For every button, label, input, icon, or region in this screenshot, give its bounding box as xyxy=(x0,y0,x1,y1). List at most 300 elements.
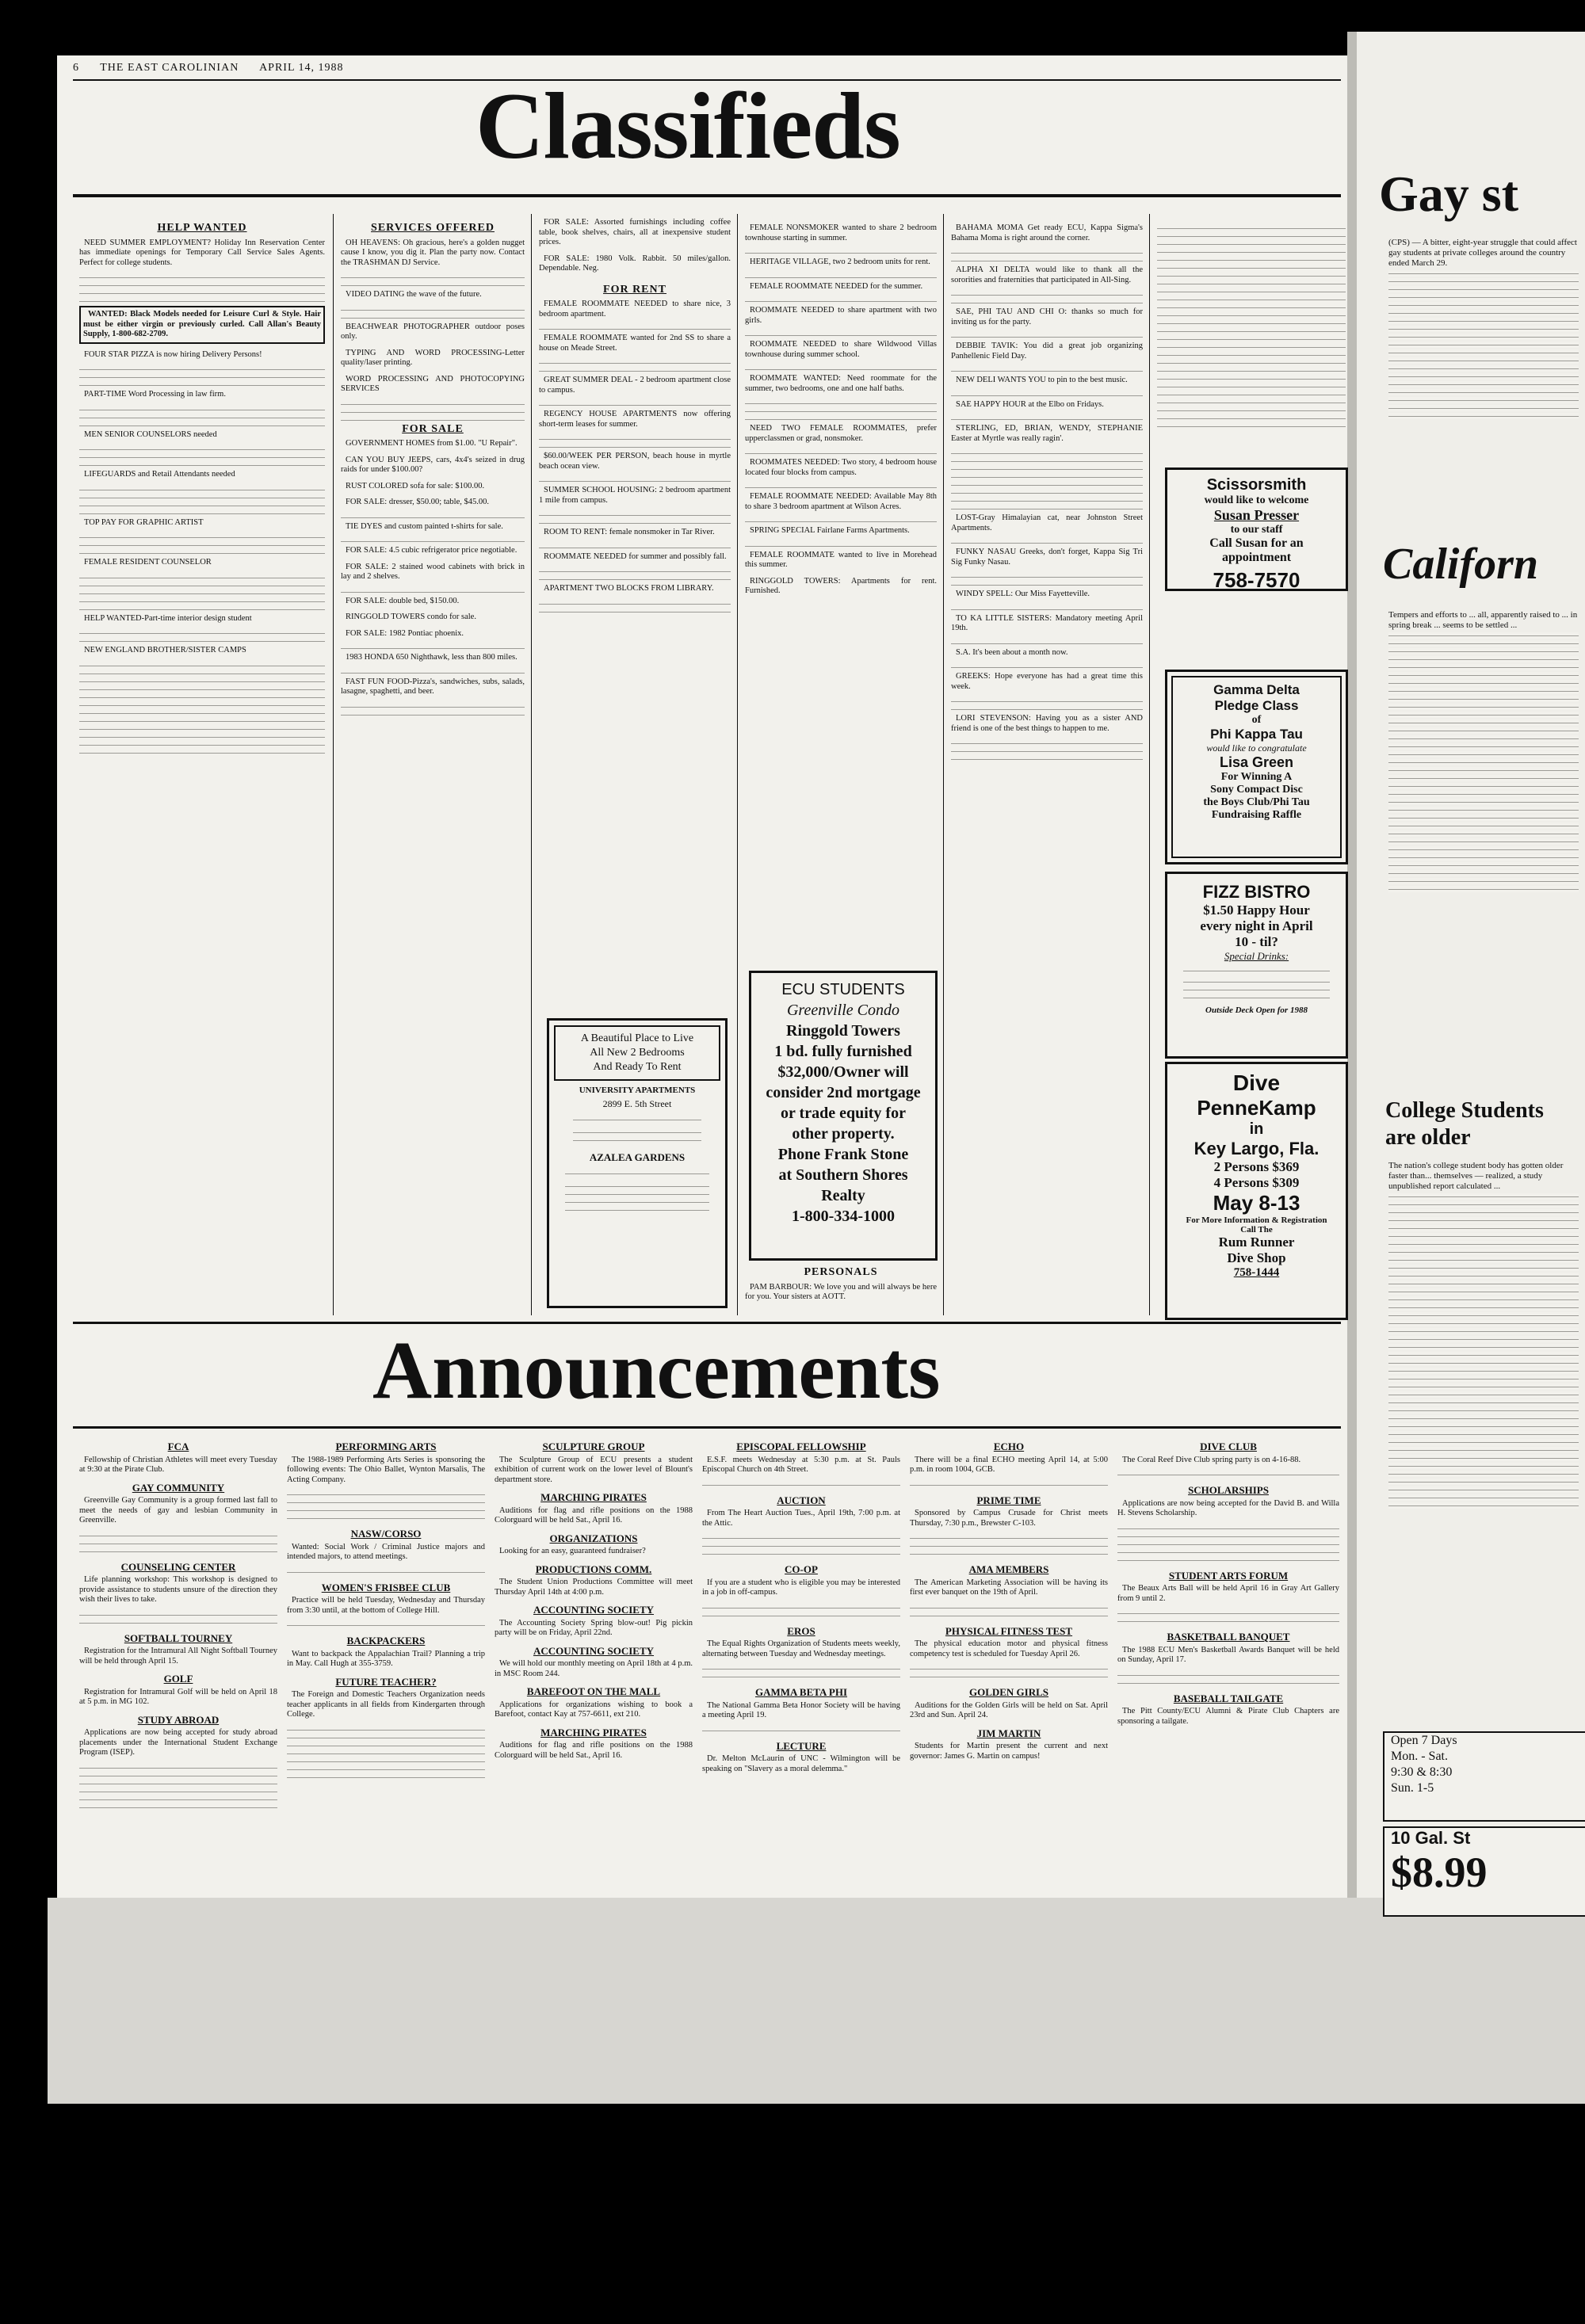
text-filler xyxy=(79,678,325,685)
text-filler xyxy=(1157,320,1346,326)
text-filler xyxy=(1157,376,1346,382)
classified-ad: TIE DYES and custom painted t-shirts for sale. xyxy=(346,521,503,531)
text-filler xyxy=(951,606,1143,612)
right-article-2 xyxy=(1388,610,1579,1086)
text-filler xyxy=(1157,360,1346,366)
text-filler xyxy=(79,550,325,556)
classified-ad: GREAT SUMMER DEAL - 2 bedroom apartment close to campus. xyxy=(539,376,731,395)
text-filler xyxy=(1157,336,1346,342)
classified-column-6 xyxy=(1157,223,1346,461)
text-filler xyxy=(1157,233,1346,239)
text-filler xyxy=(79,686,325,693)
classified-column-3 xyxy=(539,218,731,1010)
text-filler xyxy=(1157,344,1346,350)
text-filler xyxy=(702,1543,900,1549)
ad-line: Key Largo, Fla. xyxy=(1194,1139,1320,1158)
text-filler xyxy=(1157,384,1346,390)
text-filler xyxy=(79,446,325,452)
ad-address: 2899 E. 5th Street xyxy=(602,1098,672,1109)
text-filler xyxy=(1388,1336,1579,1342)
classified-ad: FEMALE ROOMMATE wanted to live in Morehead this summer. xyxy=(745,550,937,569)
text-filler xyxy=(910,1673,1108,1680)
ad-line: Phi Kappa Tau xyxy=(1210,727,1303,742)
text-filler xyxy=(341,401,525,407)
classified-ad: VIDEO DATING the wave of the future. xyxy=(346,290,482,299)
announcement-heading: LECTURE xyxy=(776,1739,827,1752)
text-filler xyxy=(951,490,1143,496)
announcement-body: Wanted: Social Work / Criminal Justice majors and intended majors, to attend meetings. xyxy=(287,1542,485,1561)
text-filler xyxy=(1157,407,1346,414)
text-filler xyxy=(1388,830,1579,837)
classified-column-5 xyxy=(951,223,1143,1317)
text-filler xyxy=(539,360,731,366)
article-text: Tempers and efforts to ... all, apparently raised to ... in spring break ... seems to be settled ... xyxy=(1388,610,1578,630)
classified-ad: LOST-Gray Himalayian cat, near Johnston Street Apartments. xyxy=(951,513,1143,532)
ad-line: ECU STUDENTS xyxy=(781,981,905,998)
announcement-heading: JIM MARTIN xyxy=(976,1727,1041,1739)
text-filler xyxy=(565,1199,709,1205)
text-filler xyxy=(1388,1479,1579,1485)
text-filler xyxy=(79,1540,277,1547)
text-filler xyxy=(1388,1352,1579,1358)
ad-line: would like to welcome xyxy=(1204,494,1309,506)
text-filler xyxy=(1117,1471,1339,1478)
classified-ad: FEMALE ROOMMATE wanted for 2nd SS to share a house on Meade Street. xyxy=(539,334,731,353)
ad-line: Call Susan for an xyxy=(1209,536,1304,550)
text-filler xyxy=(702,1673,900,1680)
text-filler xyxy=(1388,381,1579,387)
ad-line: Greenville Condo xyxy=(786,1002,899,1019)
text-filler xyxy=(539,436,731,442)
text-filler xyxy=(1388,878,1579,884)
text-filler xyxy=(79,290,325,296)
text-filler xyxy=(79,1804,277,1811)
text-filler xyxy=(1388,1273,1579,1279)
text-filler xyxy=(287,1499,485,1505)
text-filler xyxy=(79,462,325,468)
text-filler xyxy=(1157,241,1346,247)
announcement-heading: BACKPACKERS xyxy=(346,1635,426,1647)
text-filler xyxy=(745,332,937,338)
text-filler xyxy=(1388,712,1579,718)
classified-ad: STERLING, ED, BRIAN, WENDY, STEPHANIE Easter at Myrtle was really ragin'. xyxy=(951,424,1143,443)
text-filler xyxy=(1388,1225,1579,1231)
headline-line: College Students xyxy=(1385,1098,1544,1123)
announcement-heading: ECHO xyxy=(993,1441,1025,1452)
text-filler xyxy=(951,540,1143,546)
text-filler xyxy=(1388,357,1579,364)
text-filler xyxy=(1388,751,1579,757)
classified-ad: BEACHWEAR PHOTOGRAPHER outdoor poses only. xyxy=(341,322,525,341)
article-text: (CPS) — A bitter, eight-year struggle that could affect gay students at private colleges around the country ended March 29. xyxy=(1388,238,1577,268)
announcement-heading: SCHOLARSHIPS xyxy=(1188,1484,1269,1496)
text-filler xyxy=(539,609,731,615)
ecu-students-condo-ad xyxy=(749,971,938,1261)
text-filler xyxy=(1157,399,1346,406)
ad-line: or trade equity for xyxy=(781,1105,906,1122)
text-filler xyxy=(287,1750,485,1757)
classified-ad: APARTMENT TWO BLOCKS FROM LIBRARY. xyxy=(544,584,714,593)
announcement-heading: EPISCOPAL FELLOWSHIP xyxy=(736,1441,866,1452)
ad-line: 1 bd. fully furnished xyxy=(774,1043,912,1060)
text-filler xyxy=(1157,328,1346,334)
text-filler xyxy=(79,1780,277,1787)
scanner-margin xyxy=(48,1898,1585,2104)
text-filler xyxy=(1388,1265,1579,1271)
classified-ad: FOR SALE: 1980 Volk. Rabbit. 50 miles/gallon. Dependable. Neg. xyxy=(539,254,731,273)
text-filler xyxy=(1388,1471,1579,1477)
announcement-column-2 xyxy=(287,1434,485,1894)
text-filler xyxy=(341,274,525,280)
column-rule xyxy=(737,214,738,1315)
right-headline-2: Californ xyxy=(1383,540,1539,589)
text-filler xyxy=(1183,994,1330,1001)
classified-ad: ROOMMATE WANTED: Need roommate for the summer, two bedrooms, one and one half baths. xyxy=(745,374,937,393)
column-rule xyxy=(333,214,334,1315)
text-filler xyxy=(79,582,325,589)
ad-line: $32,000/Owner will xyxy=(777,1063,909,1081)
classifieds-title: Classifieds xyxy=(476,73,900,178)
scissorsmith-ad xyxy=(1165,467,1348,591)
announcement-heading: COUNSELING CENTER xyxy=(120,1560,236,1573)
classified-ad: ROOM TO RENT: female nonsmoker in Tar River. xyxy=(544,528,715,536)
text-filler xyxy=(1117,1680,1339,1686)
text-filler xyxy=(341,315,525,321)
text-filler xyxy=(1388,1391,1579,1398)
text-filler xyxy=(79,494,325,501)
announcement-heading: BASKETBALL BANQUET xyxy=(1167,1631,1290,1643)
university-apartments-ad xyxy=(547,1018,728,1308)
classified-ad: ROOMMATE NEEDED for summer and possibly fall. xyxy=(544,551,727,561)
text-filler xyxy=(951,740,1143,746)
text-filler xyxy=(341,712,525,718)
text-filler xyxy=(745,484,937,490)
announcement-heading: CO-OP xyxy=(785,1563,818,1575)
text-filler xyxy=(1388,886,1579,892)
text-filler xyxy=(1388,791,1579,797)
announcement-heading: BASEBALL TAILGATE xyxy=(1173,1692,1284,1704)
text-filler xyxy=(539,568,731,574)
text-filler xyxy=(79,414,325,421)
classified-ad: FOR SALE: Assorted furnishings including coffee table, book shelves, chairs, all at inexpensive student prices. xyxy=(539,218,731,246)
ad-line: Ringgold Towers xyxy=(786,1022,900,1040)
announcement-heading: SCULPTURE GROUP xyxy=(542,1441,645,1452)
announcement-heading: PRIME TIME xyxy=(976,1494,1041,1506)
text-filler xyxy=(1388,680,1579,686)
ad-phone: 758-7570 xyxy=(1213,568,1300,591)
ad-line: the Boys Club/Phi Tau xyxy=(1203,796,1310,808)
hours-line: Sun. 1-5 xyxy=(1391,1781,1434,1795)
ad-price: $8.99 xyxy=(1391,1849,1488,1896)
ad-line: $1.50 Happy Hour xyxy=(1203,903,1310,918)
ad-line: A Beautiful Place to Live xyxy=(580,1032,694,1044)
text-filler xyxy=(287,1766,485,1773)
text-filler xyxy=(1388,1360,1579,1366)
text-filler xyxy=(702,1482,900,1488)
text-filler xyxy=(1388,326,1579,332)
announcement-heading: EROS xyxy=(787,1624,815,1637)
text-filler xyxy=(951,368,1143,374)
text-filler xyxy=(1157,423,1346,429)
classified-column-1 xyxy=(79,223,325,1317)
announcement-body: Applications are now being accepted for the David B. and Willa H. Stevens Scholarship. xyxy=(1117,1498,1339,1517)
text-filler xyxy=(1388,1407,1579,1414)
announcement-body: The 1988 ECU Men's Basketball Awards Banquet will be held on Sunday, April 17. xyxy=(1117,1645,1339,1664)
ad-line: PenneKamp xyxy=(1197,1096,1316,1120)
aquarium-ad xyxy=(1383,1826,1585,1917)
classified-ad: FEMALE ROOMMATE NEEDED: Available May 8th to share 3 bedroom apartment at Wilson Acres. xyxy=(745,492,937,511)
text-filler xyxy=(341,409,525,415)
text-filler xyxy=(79,1773,277,1779)
text-filler xyxy=(287,1491,485,1498)
classified-ad: FOR SALE: dresser, $50.00; table, $45.00. xyxy=(346,498,489,506)
text-filler xyxy=(1157,288,1346,295)
ad-line: Dive Shop xyxy=(1227,1250,1286,1265)
ad-line: to our staff xyxy=(1230,524,1283,536)
classified-column-4 xyxy=(745,223,937,960)
text-filler xyxy=(79,274,325,280)
announcement-heading: NASW/CORSO xyxy=(350,1528,422,1540)
announcement-body: E.S.F. meets Wednesday at 5:30 p.m. at St. Pauls Episcopal Church on 4th Street. xyxy=(702,1455,900,1474)
text-filler xyxy=(1388,1368,1579,1374)
announcement-heading: ORGANIZATIONS xyxy=(549,1532,638,1544)
section-heading-for-rent: FOR RENT xyxy=(603,283,666,296)
text-filler xyxy=(341,645,525,651)
ad-line: 4 Persons $309 xyxy=(1213,1175,1300,1190)
text-filler xyxy=(79,670,325,677)
announcement-heading: MARCHING PIRATES xyxy=(540,1726,647,1738)
announcement-heading: AUCTION xyxy=(777,1494,826,1506)
text-filler xyxy=(1388,696,1579,702)
announcement-column-3 xyxy=(495,1434,693,1894)
text-filler xyxy=(1388,1296,1579,1303)
text-filler xyxy=(951,466,1143,472)
text-filler xyxy=(79,510,325,517)
text-filler xyxy=(1388,1304,1579,1311)
text-filler xyxy=(951,300,1143,306)
announcement-body: The Foreign and Domestic Teachers Organization needs teacher applicants in all fields from Kindergarten through College. xyxy=(287,1690,485,1719)
text-filler xyxy=(702,1612,900,1619)
text-filler xyxy=(1388,1494,1579,1501)
text-filler xyxy=(1388,767,1579,773)
text-filler xyxy=(573,1116,701,1123)
text-filler xyxy=(1388,1288,1579,1295)
text-filler xyxy=(565,1183,709,1189)
classified-ad: GOVERNMENT HOMES from $1.00. "U Repair". xyxy=(346,439,518,448)
text-filler xyxy=(287,1622,485,1628)
text-filler xyxy=(1388,294,1579,300)
announcement-body: There will be a final ECHO meeting April 14, at 5:00 p.m. in room 1004, GCB. xyxy=(910,1455,1108,1474)
ad-line: would like to congratulate xyxy=(1206,742,1307,754)
text-filler xyxy=(702,1727,900,1734)
ad-line: Sony Compact Disc xyxy=(1210,784,1303,796)
text-filler xyxy=(1388,1249,1579,1255)
text-filler xyxy=(1388,648,1579,654)
announcement-body: The National Gamma Beta Honor Society will be having a meeting April 19. xyxy=(702,1700,900,1719)
classified-ad: NEW ENGLAND BROTHER/SISTER CAMPS xyxy=(84,646,246,654)
classified-ad: FEMALE RESIDENT COUNSELOR xyxy=(84,558,212,567)
text-filler xyxy=(1388,1376,1579,1382)
text-filler xyxy=(539,544,731,551)
ad-line: in xyxy=(1249,1120,1264,1138)
text-filler xyxy=(910,1605,1108,1611)
text-filler xyxy=(1388,807,1579,813)
text-filler xyxy=(1388,1280,1579,1287)
classified-ad: BAHAMA MOMA Get ready ECU, Kappa Sigma's Bahama Moma is right around the corner. xyxy=(951,223,1143,242)
text-filler xyxy=(745,408,937,414)
announcement-body: The Sculpture Group of ECU presents a student exhibition of current work on the lower level of Blount's department store. xyxy=(495,1455,693,1484)
ad-line: other property. xyxy=(792,1125,895,1143)
announcement-heading: SOFTBALL TOURNEY xyxy=(124,1631,233,1644)
text-filler xyxy=(745,274,937,280)
text-filler xyxy=(951,416,1143,422)
text-filler xyxy=(1388,1439,1579,1445)
text-filler xyxy=(1388,759,1579,765)
classified-ad: LIFEGUARDS and Retail Attendants needed xyxy=(84,470,235,479)
ad-line: of xyxy=(1251,714,1262,726)
text-filler xyxy=(1388,1447,1579,1453)
text-filler xyxy=(951,258,1143,264)
text-filler xyxy=(341,514,525,521)
ad-phone: 758-1444 xyxy=(1233,1266,1280,1279)
text-filler xyxy=(1388,1257,1579,1263)
announcement-heading: GAY COMMUNITY xyxy=(132,1481,225,1494)
article-text: The nation's college student body has gotten older faster than... themselves — realized, a study unpublished report calculated ... xyxy=(1388,1161,1564,1191)
ad-line: at Southern Shores xyxy=(778,1166,908,1184)
ad-line: Phone Frank Stone xyxy=(777,1146,909,1163)
classified-ad: PAM BARBOUR: We love you and will always be here for you. Your sisters at AOTT. xyxy=(745,1282,937,1301)
announcement-body: The Equal Rights Organization of Students meets weekly, alternating between Tuesday and Wednesday meetings. xyxy=(702,1639,900,1658)
text-filler xyxy=(1388,1209,1579,1215)
text-filler xyxy=(1157,368,1346,374)
text-filler xyxy=(1388,1201,1579,1208)
text-filler xyxy=(1183,986,1330,993)
ad-title: FIZZ BISTRO xyxy=(1202,882,1311,902)
announcement-body: Sponsored by Campus Crusade for Christ meets Thursday, 7:30 p.m., Brewster C-103. xyxy=(910,1509,1108,1528)
ad-line: All New 2 Bedrooms xyxy=(590,1047,685,1059)
ad-name-azalea: AZALEA GARDENS xyxy=(589,1151,686,1163)
text-filler xyxy=(565,1170,709,1177)
text-filler xyxy=(1117,1672,1339,1678)
text-filler xyxy=(1388,1344,1579,1350)
text-filler xyxy=(1388,815,1579,821)
text-filler xyxy=(951,450,1143,456)
text-filler xyxy=(1157,225,1346,231)
text-filler xyxy=(745,250,937,256)
ad-line: every night in April xyxy=(1200,918,1313,933)
text-filler xyxy=(910,1612,1108,1619)
text-filler xyxy=(79,1788,277,1795)
classified-ad: SAE, PHI TAU AND CHI O: thanks so much for inviting us for the party. xyxy=(951,307,1143,326)
classified-ad: SPRING SPECIAL Fairlane Farms Apartments. xyxy=(750,526,910,535)
section-heading-help-wanted: HELP WANTED xyxy=(157,223,247,234)
text-filler xyxy=(1157,249,1346,255)
classified-ad: TYPING AND WORD PROCESSING-Letter quality/laser printing. xyxy=(341,348,525,367)
announcement-body: Want to backpack the Appalachian Trail? Planning a trip in May. Call Hugh at 355-3759. xyxy=(287,1649,485,1668)
right-headline-3 xyxy=(1385,1097,1585,1151)
hours-line: 9:30 & 8:30 xyxy=(1391,1765,1453,1779)
text-filler xyxy=(539,601,731,607)
classified-ad: FUNKY NASAU Greeks, don't forget, Kappa Sig Tri Sig Funky Nasau. xyxy=(951,548,1143,567)
text-filler xyxy=(1157,257,1346,263)
text-filler xyxy=(79,702,325,708)
text-filler xyxy=(1388,775,1579,781)
text-filler xyxy=(79,590,325,597)
text-filler xyxy=(951,498,1143,504)
ad-line: consider 2nd mortgage xyxy=(766,1084,921,1101)
ad-line: 10 - til? xyxy=(1235,934,1278,949)
column-rule xyxy=(1149,214,1150,1315)
announcements-rule xyxy=(73,1426,1341,1429)
classified-ad: RINGGOLD TOWERS condo for sale. xyxy=(346,612,476,621)
text-filler xyxy=(287,1569,485,1575)
ad-line: Lisa Green xyxy=(1219,754,1294,770)
section-heading-personals: PERSONALS xyxy=(804,1268,878,1278)
text-filler xyxy=(1117,1557,1339,1563)
text-filler xyxy=(1388,664,1579,670)
announcement-body: Auditions for flag and rifle positions on the 1988 Colorguard will be held Sat., April 16. xyxy=(495,1505,693,1525)
announcement-heading: STUDY ABROAD xyxy=(137,1713,220,1726)
text-filler xyxy=(1117,1549,1339,1555)
text-filler xyxy=(287,1734,485,1741)
folio-line xyxy=(73,62,361,74)
text-filler xyxy=(341,670,525,676)
classified-ad: FOUR STAR PIZZA is now hiring Delivery Persons! xyxy=(84,349,262,359)
text-filler xyxy=(565,1207,709,1213)
text-filler xyxy=(951,574,1143,580)
classified-ad: ROOMMATES NEEDED: Two story, 4 bedroom house located four blocks from campus. xyxy=(745,458,937,477)
classified-ad: OH HEAVENS: Oh gracious, here's a golden nugget cause I know, you dig it. Plan the party now. Contact the TRASHMAN DJ Service. xyxy=(341,238,525,267)
classified-ad: TOP PAY FOR GRAPHIC ARTIST xyxy=(84,517,204,527)
text-filler xyxy=(951,698,1143,704)
text-filler xyxy=(287,1727,485,1733)
text-filler xyxy=(1388,854,1579,861)
text-filler xyxy=(1388,1399,1579,1406)
text-filler xyxy=(539,512,731,518)
text-filler xyxy=(79,742,325,748)
ad-line: Gamma Delta xyxy=(1213,682,1300,697)
classified-ad: MEN SENIOR COUNSELORS needed xyxy=(84,429,217,439)
text-filler xyxy=(951,392,1143,399)
text-filler xyxy=(951,458,1143,464)
text-filler xyxy=(79,734,325,740)
classified-ad: FAST FUN FOOD-Pizza's, sandwiches, subs, salads, lasagne, spaghetti, and beer. xyxy=(341,677,525,696)
classified-ad: GREEKS: Hope everyone has had a great time this week. xyxy=(951,672,1143,691)
text-filler xyxy=(79,282,325,288)
text-filler xyxy=(1388,688,1579,694)
ad-line: Realty xyxy=(821,1187,865,1204)
announcement-column-5 xyxy=(910,1434,1108,1894)
announcement-body: Registration for the Intramural All Night Softball Tourney will be held through April 15. xyxy=(79,1647,277,1666)
text-filler xyxy=(1388,822,1579,829)
classified-ad: WORD PROCESSING AND PHOTOCOPYING SERVICES xyxy=(341,374,525,393)
text-filler xyxy=(539,402,731,408)
gamma-delta-ad xyxy=(1165,670,1348,864)
text-filler xyxy=(1388,1455,1579,1461)
text-filler xyxy=(910,1543,1108,1549)
text-filler xyxy=(1388,318,1579,324)
text-filler xyxy=(565,1191,709,1197)
classified-ad: ROOMMATE NEEDED to share Wildwood Villas townhouse during summer school. xyxy=(745,340,937,359)
announcement-body: The Pitt County/ECU Alumni & Pirate Club Chapters are sponsoring a tailgate. xyxy=(1117,1707,1339,1726)
text-filler xyxy=(951,582,1143,588)
text-filler xyxy=(79,406,325,413)
text-filler xyxy=(1157,304,1346,311)
text-filler xyxy=(287,1742,485,1749)
ad-line: May 8-13 xyxy=(1213,1191,1300,1215)
text-filler xyxy=(1388,783,1579,789)
text-filler xyxy=(1388,342,1579,348)
